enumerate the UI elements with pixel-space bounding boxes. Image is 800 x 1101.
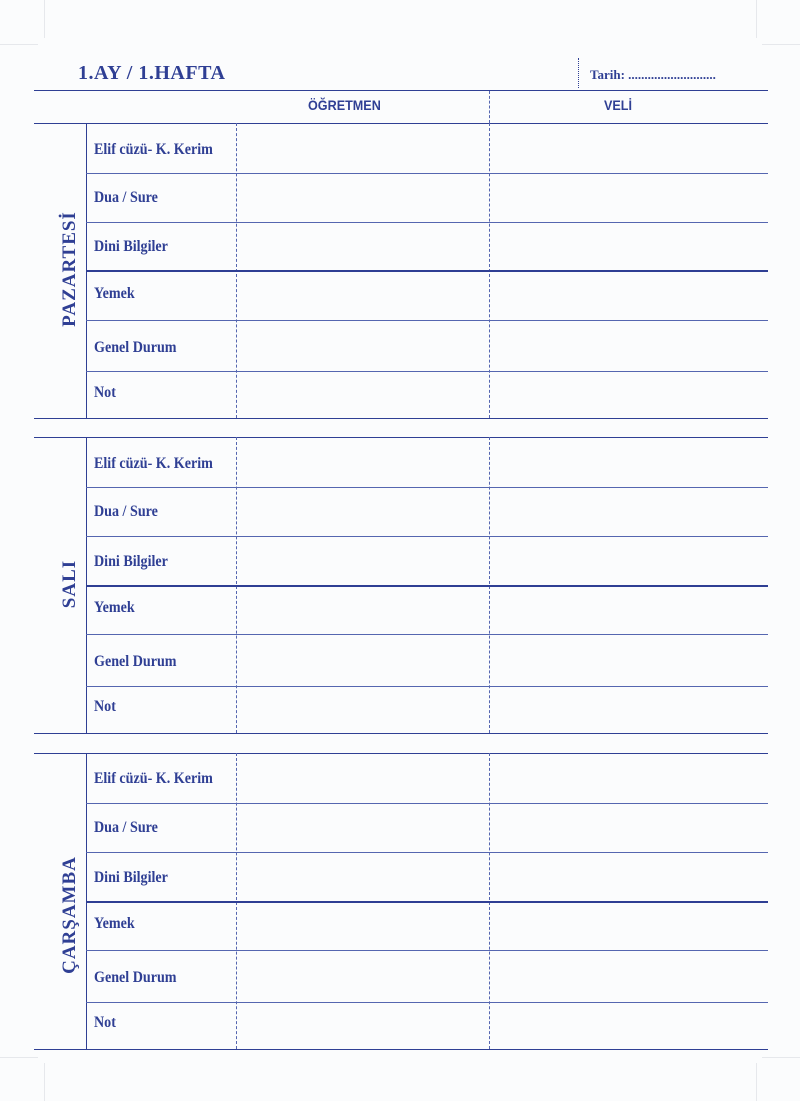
- crop-mark: [0, 44, 38, 45]
- row-divider: [86, 536, 768, 537]
- section-top-rule: [34, 753, 768, 754]
- day-label: ÇARŞAMBA: [59, 856, 80, 974]
- row-divider: [86, 173, 768, 174]
- row-label: Elif cüzü- K. Kerim: [94, 770, 213, 787]
- section-top-rule: [34, 437, 768, 438]
- row-label: Elif cüzü- K. Kerim: [94, 455, 213, 472]
- crop-mark: [756, 1063, 757, 1101]
- teacher-column-header: ÖĞRETMEN: [308, 97, 381, 113]
- row-divider: [86, 371, 768, 372]
- row-label: Yemek: [94, 915, 135, 932]
- crop-mark: [762, 44, 800, 45]
- row-divider: [86, 487, 768, 488]
- crop-mark: [762, 1057, 800, 1058]
- row-label: Not: [94, 1014, 116, 1031]
- crop-mark: [756, 0, 757, 38]
- row-label: Not: [94, 384, 116, 401]
- crop-mark: [44, 1063, 45, 1101]
- column-divider: [489, 91, 490, 123]
- day-label: PAZARTESİ: [59, 211, 80, 327]
- row-divider: [86, 634, 768, 635]
- section-bottom-rule: [34, 1049, 768, 1050]
- row-label: Yemek: [94, 599, 135, 616]
- crop-mark: [0, 1057, 38, 1058]
- row-label: Not: [94, 698, 116, 715]
- row-label: Elif cüzü- K. Kerim: [94, 141, 213, 158]
- row-label: Dini Bilgiler: [94, 553, 168, 570]
- section-top-rule: [34, 123, 768, 124]
- row-label: Dini Bilgiler: [94, 238, 168, 255]
- row-divider: [86, 901, 768, 903]
- row-label: Genel Durum: [94, 969, 177, 986]
- row-divider: [86, 803, 768, 804]
- page-title: 1.AY / 1.HAFTA: [78, 62, 226, 84]
- row-divider: [86, 222, 768, 223]
- section-bottom-rule: [34, 733, 768, 734]
- row-label: Dua / Sure: [94, 819, 158, 836]
- row-divider: [86, 1002, 768, 1003]
- date-separator: [578, 58, 579, 88]
- row-divider: [86, 852, 768, 853]
- crop-mark: [44, 0, 45, 38]
- row-label: Yemek: [94, 285, 135, 302]
- row-divider: [86, 585, 768, 587]
- date-field[interactable]: Tarih: ...........................: [590, 67, 716, 82]
- row-label: Dua / Sure: [94, 503, 158, 520]
- section-bottom-rule: [34, 418, 768, 419]
- row-label: Dini Bilgiler: [94, 869, 168, 886]
- header-rule: [34, 90, 768, 91]
- day-label: SALI: [59, 559, 80, 609]
- row-label: Dua / Sure: [94, 189, 158, 206]
- row-label: Genel Durum: [94, 339, 177, 356]
- row-label: Genel Durum: [94, 653, 177, 670]
- row-divider: [86, 320, 768, 321]
- row-divider: [86, 950, 768, 951]
- row-divider: [86, 270, 768, 272]
- parent-column-header: VELİ: [604, 97, 633, 113]
- row-divider: [86, 686, 768, 687]
